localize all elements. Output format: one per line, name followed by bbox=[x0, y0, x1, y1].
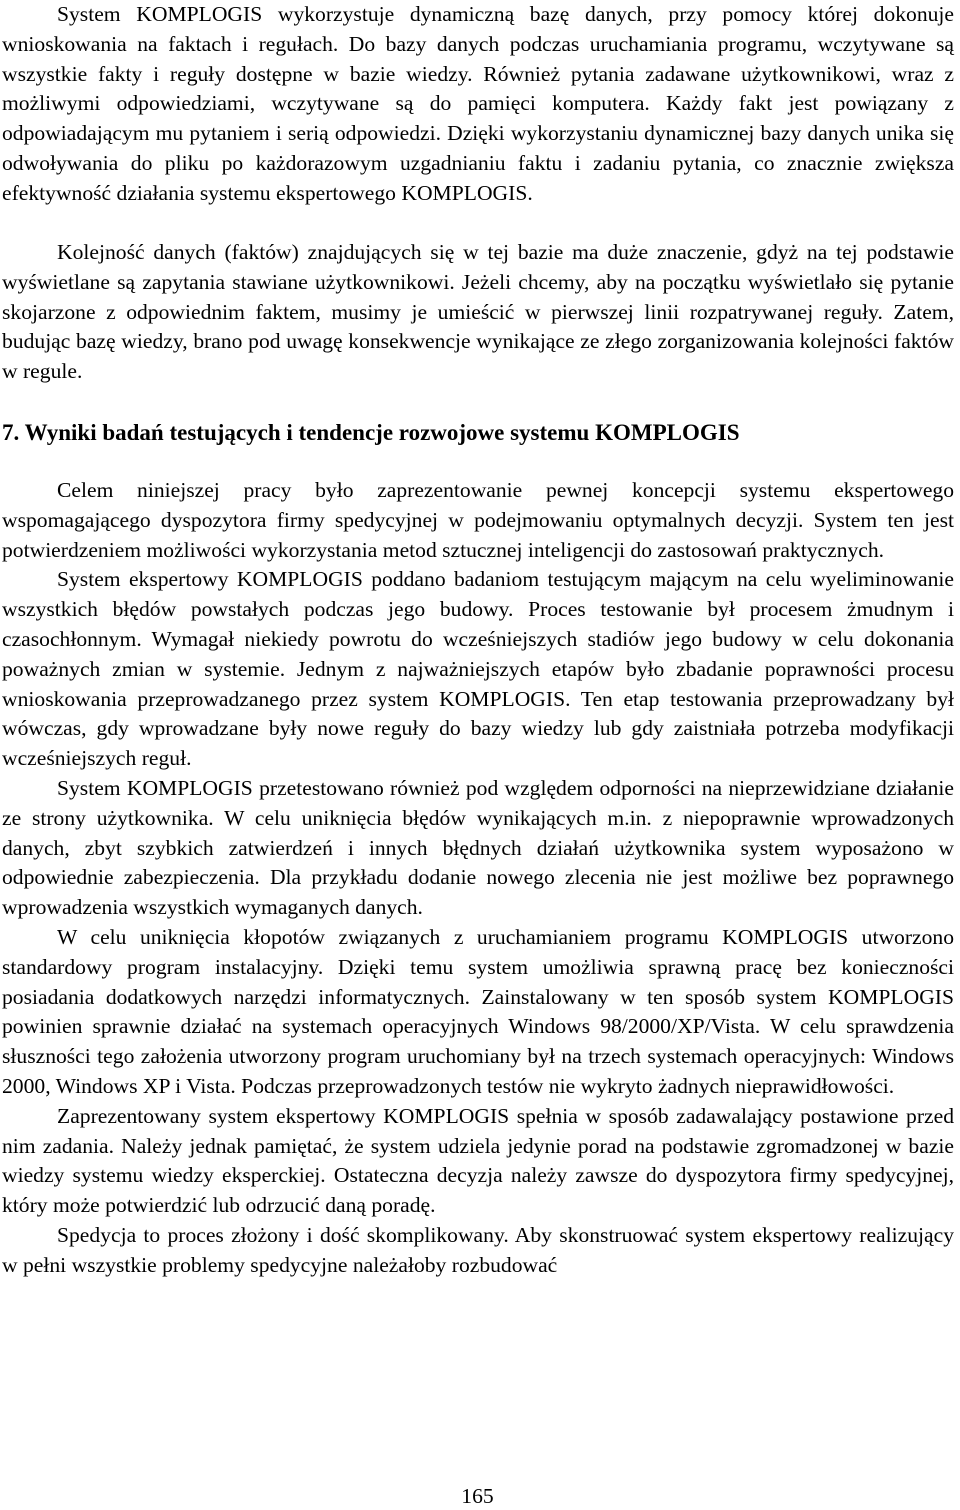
paragraph-future-development: Spedycja to proces złożony i dość skomplikowany. Aby skonstruować system ekspertowy realizujący w pełni wszystkie problemy spedycyjne należałoby rozbudować bbox=[2, 1222, 954, 1277]
paragraph-robustness: System KOMPLOGIS przetestowano również pod względem odporności na nieprzewidziane działanie ze strony użytkownika. W celu uniknięcia błędów wynikających m.in. z niepoprawnie wprowadzonych danych, zbyt szybkich zatwierdzeń i innych błędnych działań użytkownika system wyposażono w odpowiednie zabezpieczenia. Dla przykładu dodanie nowego zlecenia nie jest możliwe bez poprawnego wprowadzenia wszystkich wymaganych danych. bbox=[2, 775, 954, 920]
paragraph-fact-order: Kolejność danych (faktów) znajdujących się w tej bazie ma duże znaczenie, gdyż na tej podstawie wyświetlane są zapytania stawiane użytkownikowi. Jeżeli chcemy, aby na początku wyświetlało się pytanie skojarzone z odpowiednim faktem, musimy je umieścić w pierwszej linii rozpatrywanej reguły. Zatem, budując bazę wiedzy, brano pod uwagę konsekwencje wynikające ze złego zorganizowania kolejności faktów w regule. bbox=[2, 240, 954, 384]
paragraph-purpose: Celem niniejszej pracy było zaprezentowanie pewnej koncepcji systemu ekspertowego wspomagającego dyspozytora firmy spedycyjnej w podejmowaniu optymalnych decyzji. System ten jest potwierdzeniem możliwości wykorzystania metod sztucznej inteligencji do zastosowań praktycznych. bbox=[2, 478, 954, 562]
paragraph-dynamic-database: System KOMPLOGIS wykorzystuje dynamiczną bazę danych, przy pomocy której dokonuje wnioskowania na faktach i regułach. Do bazy danych podczas uruchamiania programu, wczytywane są wszystkie fakty i reguły dostępne w bazie wiedzy. Również pytania zadawane użytkownikowi, wraz z możliwymi odpowiedziami, wczytywane są do pamięci komputera. Każdy fakt jest powiązany z odpowiadającym mu pytaniem i serią odpowiedzi. Dzięki wykorzystaniu dynamicznej bazy danych unika się odwoływania do pliku po każdorazowym uzgadnianiu faktu i zadaniu pytania, co znacznie zwiększa efektywność działania systemu ekspertowego KOMPLOGIS. bbox=[2, 2, 954, 205]
section-heading: 7. Wyniki badań testujących i tendencje rozwojowe systemu KOMPLOGIS bbox=[2, 420, 740, 445]
paragraph-conclusion: Zaprezentowany system ekspertowy KOMPLOGIS spełnia w sposób zadawalający postawione przed nim zadania. Należy jednak pamiętać, że system udziela jedynie porad na podstawie zgromadzonej w bazie wiedzy systemu wiedzy eksperckiej. Ostateczna decyzja należy zawsze do dyspozytora firmy spedycyjnej, który może potwierdzić lub odrzucić daną poradę. bbox=[2, 1103, 954, 1218]
paragraph-installer: W celu uniknięcia kłopotów związanych z uruchamianiem programu KOMPLOGIS utworzono standardowy program instalacyjny. Dzięki temu system umożliwia sprawną pracę bez konieczności posiadania dodatkowych narzędzi informatycznych. Zainstalowany w ten sposób system KOMPLOGIS powinien sprawnie działać na systemach operacyjnych Windows 98/2000/XP/Vista. W celu sprawdzenia słuszności tego założenia utworzony program uruchomiany był na trzech systemach operacyjnych: Windows 2000, Windows XP i Vista. Podczas przeprowadzonych testów nie wykryto żadnych nieprawidłowości. bbox=[2, 924, 954, 1098]
paragraph-testing: System ekspertowy KOMPLOGIS poddano badaniom testującym mającym na celu wyeliminowanie wszystkich błędów powstałych podczas jego budowy. Proces testowanie był procesem żmudnym i czasochłonnym. Wymagał niekiedy powrotu do wcześniejszych stadiów jego budowy w celu dokonania poważnych zmian w systemie. Jednym z najważniejszych etapów było zbadanie poprawności procesu wnioskowania przeprowadzanego przez system KOMPLOGIS. Ten etap testowania przeprowadzany był wówczas, gdy wprowadzane były nowe reguły do bazy wiedzy lub gdy zaistniała potrzeba modyfikacji wcześniejszych reguł. bbox=[2, 567, 954, 771]
page-number: 165 bbox=[461, 1484, 494, 1508]
section-body bbox=[2, 476, 954, 1281]
